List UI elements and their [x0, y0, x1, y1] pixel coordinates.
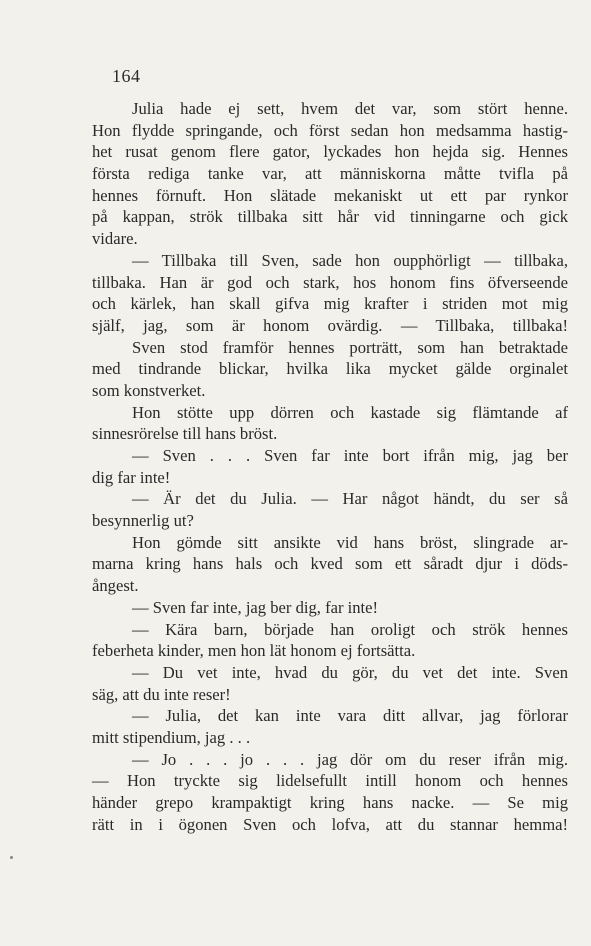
- text-line: besynnerlig ut?: [92, 511, 194, 531]
- print-speck: [10, 856, 13, 859]
- text-line: första rediga tanke var, att människorna måtte tvifla på: [92, 164, 568, 184]
- text-line: — Jo . . . jo . . . jag dör om du reser ifrån mig.: [132, 749, 568, 769]
- text-line: — Hon tryckte sig lidelsefullt intill honom och hennes: [92, 771, 568, 791]
- text-line: Julia hade ej sett, hvem det var, som stört henne.: [132, 99, 568, 118]
- text-line: Hon gömde sitt ansikte vid hans bröst, slingrade ar-: [132, 532, 568, 552]
- text-line: vidare.: [92, 229, 138, 249]
- text-line: Hon flydde springande, och först sedan hon medsamma hastig-: [92, 120, 568, 140]
- text-line: och kärlek, han skall gifva mig krafter i striden mot mig: [92, 294, 568, 314]
- text-line: på kappan, strök tillbaka sitt hår vid tinningarne och gick: [92, 207, 568, 227]
- text-line: — Sven far inte, jag ber dig, far inte!: [132, 597, 379, 617]
- text-line: rätt in i ögonen Sven och lofva, att du stannar hemma!: [92, 814, 568, 834]
- text-line: mitt stipendium, jag . . .: [92, 727, 251, 747]
- text-line: — Är det du Julia. — Har något händt, du ser så: [132, 489, 568, 509]
- body-text: [92, 98, 568, 835]
- text-line: Sven stod framför hennes porträtt, som han betraktade: [132, 337, 568, 357]
- text-line: tillbaka. Han är god och stark, hos honom fins öfverseende: [92, 272, 568, 292]
- page-number: 164: [112, 66, 141, 86]
- text-line: som konstverket.: [92, 380, 206, 400]
- text-line: händer grepo krampaktigt kring hans nacke. — Se mig: [92, 793, 568, 812]
- text-line: med tindrande blickar, hvilka lika mycket gälde orginalet: [92, 359, 568, 379]
- text-line: ångest.: [92, 576, 139, 596]
- text-line: feberheta kinder, men hon lät honom ej fortsätta.: [92, 641, 416, 661]
- text-line: — Julia, det kan inte vara ditt allvar, jag förlorar: [132, 706, 568, 726]
- text-line: marna kring hans hals och kved som ett såradt djur i döds-: [92, 554, 568, 574]
- text-line: — Du vet inte, hvad du gör, du vet det inte. Sven: [132, 662, 568, 682]
- text-line: hennes förnuft. Hon slätade mekaniskt ut ett par rynkor: [92, 185, 568, 205]
- text-line: — Kära barn, började han oroligt och strök hennes: [132, 619, 568, 639]
- text-line: het rusat genom flere gator, lyckades hon hejda sig. Hennes: [92, 142, 568, 162]
- text-line: — Sven . . . Sven far inte bort ifrån mig, jag ber: [132, 446, 568, 465]
- text-line: Hon stötte upp dörren och kastade sig flämtande af: [132, 402, 568, 422]
- text-line: säg, att du inte reser!: [92, 684, 231, 704]
- text-line: — Tillbaka till Sven, sade hon oupphörligt — tillbaka,: [132, 250, 568, 270]
- text-line: dig far inte!: [92, 467, 171, 487]
- text-line: sinnesrörelse till hans bröst.: [92, 424, 278, 444]
- text-line: själf, jag, som är honom ovärdig. — Tillbaka, tillbaka!: [92, 315, 568, 335]
